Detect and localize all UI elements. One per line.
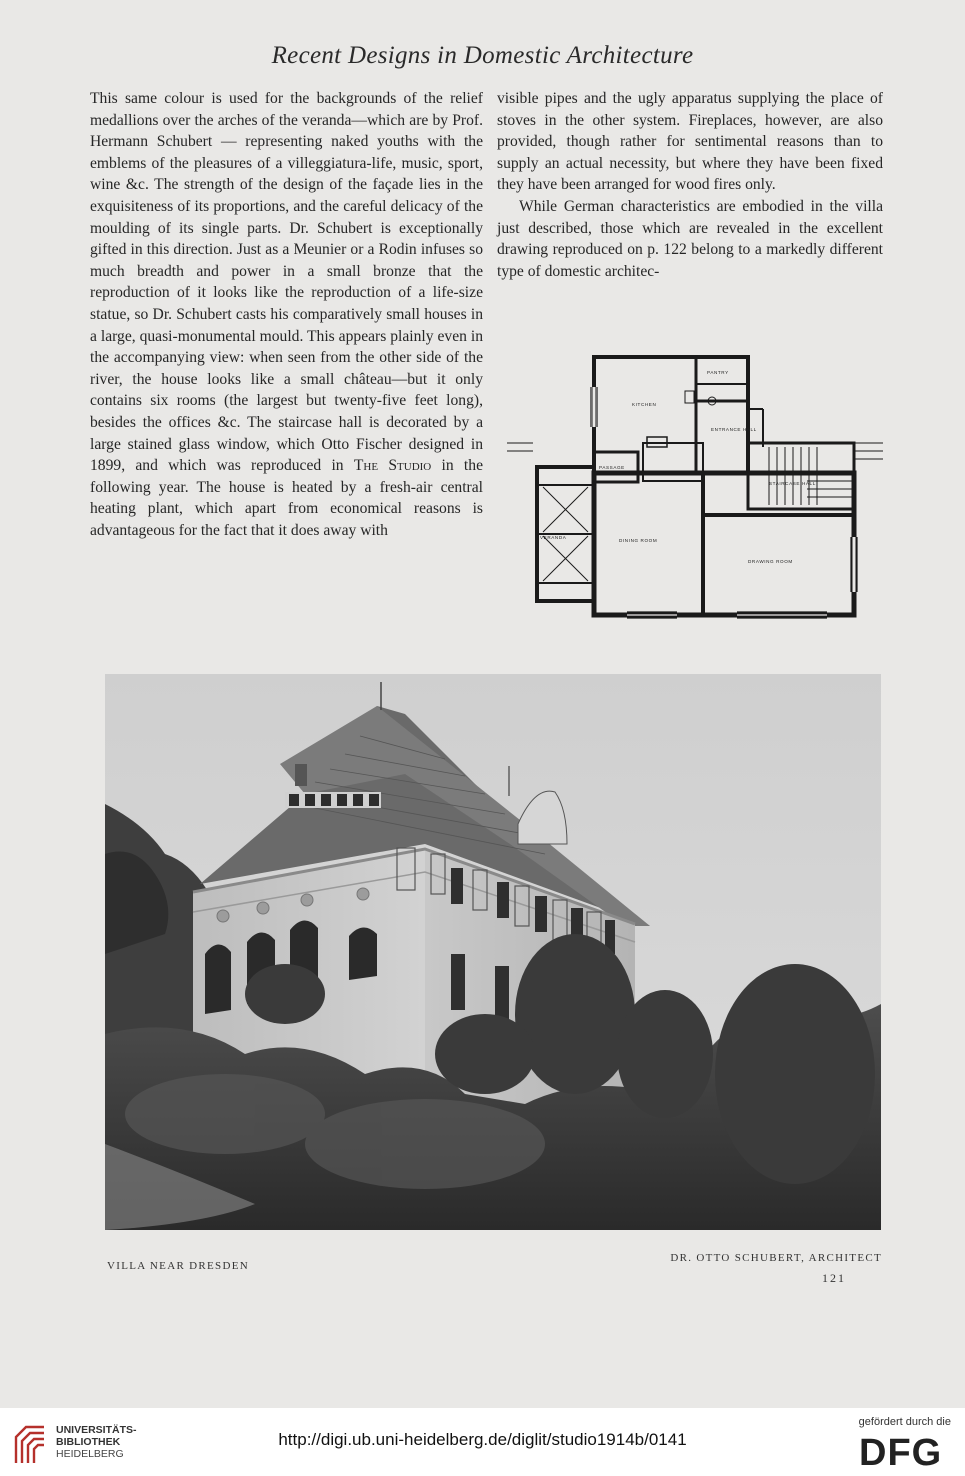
plan-label-kitchen: KITCHEN (632, 402, 657, 407)
plan-label-veranda: VERANDA (540, 535, 567, 540)
floor-plan (507, 347, 883, 622)
library-name-line3: HEIDELBERG (56, 1448, 124, 1460)
caption-right: DR. OTTO SCHUBERT, ARCHITECT (670, 1252, 882, 1264)
footer-bar (0, 1408, 965, 1476)
studio-title: The Studio (353, 457, 432, 475)
plan-label-drawing-room: DRAWING ROOM (748, 559, 793, 564)
dfg-logo-icon (859, 1431, 951, 1471)
caption-left: VILLA NEAR DRESDEN (107, 1260, 249, 1272)
library-name-line1: UNIVERSITÄTS- (56, 1424, 137, 1436)
plan-label-dining-room: DINING ROOM (619, 538, 658, 543)
plan-label-passage: PASSAGE (599, 465, 625, 470)
page-number: 121 (822, 1271, 846, 1285)
villa-photograph (105, 674, 881, 1230)
right-paragraph-2: While German characteristics are embodied in the villa just described, those which are revealed in the excellent drawing reproduced on p. 122 belong to a markedly different type of domestic architec- (497, 197, 883, 280)
right-paragraph-1: visible pipes and the ugly apparatus supplying the place of stoves in the other system. Fireplaces, however, are also provided, though rather for sentimental reasons than to supply an actual necessity, but where they have been fixed they have been arranged for wood fires only. (497, 90, 883, 194)
source-url-link[interactable]: http://digi.ub.uni-heidelberg.de/diglit/studio1914b/0141 (278, 1430, 687, 1449)
right-text-column (497, 88, 883, 282)
plan-label-pantry: PANTRY (707, 370, 729, 375)
running-title: Recent Designs in Domestic Architecture (271, 42, 694, 69)
left-column-paragraph (90, 88, 483, 541)
plan-label-entrance-hall: ENTRANCE HALL (711, 427, 757, 432)
plan-label-staircase-hall: STAIRCASE HALL (769, 481, 816, 486)
library-name-line2: BIBLIOTHEK (56, 1436, 121, 1448)
left-column-text-end: in the following year. The house is heated by a fresh-air central heating plant, which apart from economical reasons is advantageous for the fact that it does away with (90, 457, 483, 539)
left-text-column (90, 88, 483, 541)
funding-note: gefördert durch die (858, 1416, 951, 1428)
left-column-text: This same colour is used for the backgrounds of the relief medallions over the arches of the veranda—which are by Prof. Hermann Schubert — representing naked youths with the emblems of the pleasures of a villeggiatura-life, music, sport, wine &c. The strength of the design of the façade lies in the exquisiteness of its proportions, and the careful delicacy of the moulding of its single parts. Dr. Schubert is exceptionally gifted in this direction. Just as a Meunier or a Rodin infuses so much breadth and power in a small bronze that the reproduction of it looks like the reproduction of a life-size statue, so Dr. Schubert casts his comparatively small houses in a large, quasi-monumental mould. This appears plainly even in the accompanying view: when seen from the other side of the river, the house looks like a small château—but it only contains six rooms (the largest but twenty-five feet long), besides the offices &c. The staircase hall is decorated by a large stained glass window, which Otto Fischer designed in 1899, and which was reproduced in (90, 90, 483, 475)
dfg-logo-text: DFG (859, 1432, 943, 1471)
